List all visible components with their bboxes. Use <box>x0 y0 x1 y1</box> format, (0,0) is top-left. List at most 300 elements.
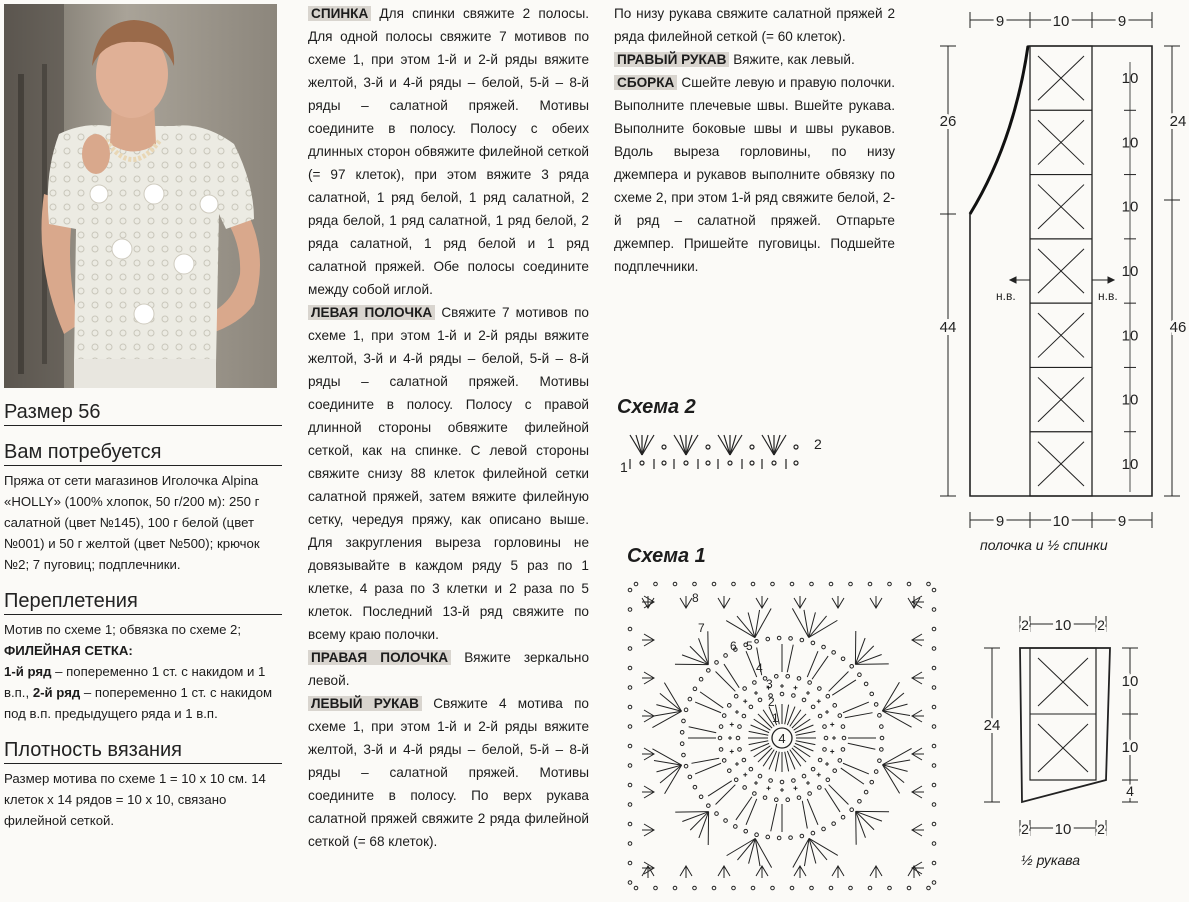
scheme1-border-chain <box>932 608 936 612</box>
scheme2-chain <box>706 461 710 465</box>
scheme1-spoke <box>771 804 777 832</box>
scheme2-stitch <box>674 435 686 455</box>
scheme1-title: Схема 1 <box>627 545 706 567</box>
scheme1-border-fan <box>718 596 730 608</box>
scheme1-chain <box>680 742 684 746</box>
scheme1-fan-stitch <box>699 812 709 838</box>
instructions-column-2 <box>308 2 589 853</box>
scheme1-border-fan <box>912 634 924 646</box>
scheme2-chain <box>772 461 776 465</box>
scheme1-inner-stitch <box>775 752 779 772</box>
scheme1-spoke <box>848 743 876 749</box>
model-photo <box>4 4 277 388</box>
front-bottom-left: 9 <box>995 513 1005 530</box>
scheme1-border-chain <box>634 582 638 586</box>
scheme1-border-chain <box>932 588 936 592</box>
scheme1-border-fan <box>680 596 692 608</box>
scheme1-fan-stitch <box>856 811 874 829</box>
scheme1-fan-stitch <box>708 631 709 664</box>
scheme1-chain <box>699 795 703 799</box>
scheme1-chain <box>774 674 778 678</box>
scheme1-chain <box>818 758 822 762</box>
scheme1-sc <box>832 736 836 740</box>
left-sleeve-label: ЛЕВЫЙ РУКАВ <box>308 696 422 711</box>
scheme2-chain <box>750 461 754 465</box>
scheme1-chain <box>744 829 748 833</box>
scheme1-inner-stitch <box>751 743 769 751</box>
scheme1-spoke <box>829 672 849 692</box>
scheme1-border-fan <box>870 866 882 878</box>
scheme1-sc <box>793 786 797 790</box>
filet-rows <box>4 661 282 724</box>
scheme1-sc <box>780 684 784 688</box>
scheme1-border-chain <box>693 582 697 586</box>
scheme1-chain <box>841 725 845 729</box>
scheme1-border-chain <box>628 627 632 631</box>
scheme1-sc <box>730 723 734 727</box>
scheme2-chain <box>662 445 666 449</box>
scheme1-spoke <box>845 713 873 718</box>
scheme1-border-fan <box>912 824 924 836</box>
front-pattern <box>930 2 1189 530</box>
scheme1-fan-stitch <box>682 812 708 822</box>
scheme1-sc <box>743 773 747 777</box>
scheme1-chain <box>802 774 806 778</box>
scheme1-chain <box>802 698 806 702</box>
left-front-paragraph <box>308 301 589 646</box>
scheme1-border-chain <box>868 886 872 890</box>
density-section <box>4 738 282 831</box>
scheme1-inner-stitch <box>794 746 811 757</box>
scheme1-chain <box>722 714 726 718</box>
scheme1-border-chain <box>932 881 936 885</box>
sleeve-right-dim-3: 4 <box>1126 783 1134 799</box>
scheme1-sc <box>830 749 834 753</box>
scheme2-stitch <box>686 435 692 455</box>
scheme1-sc <box>825 762 829 766</box>
scheme1-chain <box>811 705 815 709</box>
scheme1-border-fan <box>642 634 654 646</box>
front-pattern-caption: полочка и ½ спинки <box>980 537 1108 553</box>
scheme2-stitch <box>768 435 774 455</box>
scheme2-row1-label: 1 <box>620 459 628 475</box>
sleeve-bottom-right: 2 <box>1097 821 1105 837</box>
scheme1-chain <box>864 790 868 794</box>
scheme1-border-chain <box>790 582 794 586</box>
scheme1-chain <box>858 800 862 804</box>
scheme2-stitch <box>680 435 686 455</box>
scheme1-spoke <box>695 763 721 774</box>
scheme1-chain <box>707 804 711 808</box>
scheme1-chain <box>818 687 822 691</box>
scheme1-chain <box>792 779 796 783</box>
scheme1-chain <box>749 767 753 771</box>
scheme1-border-chain <box>712 582 716 586</box>
scheme1-border-fan <box>756 596 768 608</box>
front-right-upper: 24 <box>1169 113 1187 130</box>
scheme1-chain <box>715 812 719 816</box>
sleeve-top-mid: 10 <box>1054 617 1072 634</box>
motif-size-label: 10 <box>1121 70 1139 88</box>
scheme1-row2: 2 <box>768 695 775 709</box>
scheme1-chain <box>693 785 697 789</box>
scheme1-chain <box>715 661 719 665</box>
right-front-label: ПРАВАЯ ПОЛОЧКА <box>308 650 451 665</box>
motif-size-label: 10 <box>1121 134 1139 152</box>
scheme1-border-chain <box>927 886 931 890</box>
scheme1-chain <box>682 719 686 723</box>
scheme1-chain <box>800 834 804 838</box>
scheme1-border-fan <box>912 786 924 798</box>
assembly-label: СБОРКА <box>614 75 677 90</box>
right-sleeve-label: ПРАВЫЙ РУКАВ <box>614 52 729 67</box>
scheme1-border-chain <box>790 886 794 890</box>
scheme1-inner-stitch <box>795 743 813 751</box>
sleeve-bottom-left: 2 <box>1021 821 1029 837</box>
scheme1-border-chain <box>849 582 853 586</box>
scheme1-border-fan <box>642 824 654 836</box>
left-column <box>4 400 282 845</box>
scheme1-border-chain <box>932 861 936 865</box>
scheme1-chain <box>777 636 781 640</box>
scheme1-chain <box>826 778 830 782</box>
scheme1-chain <box>734 778 738 782</box>
right-sleeve-text: Вяжите, как левый. <box>729 52 855 67</box>
scheme1-border-chain <box>732 886 736 890</box>
scheme2-stitch <box>774 435 786 455</box>
scheme1-inner-stitch <box>785 752 789 772</box>
scheme1-chain <box>738 748 742 752</box>
scheme1-chain <box>874 770 878 774</box>
scheme1-chain <box>699 677 703 681</box>
scheme2-chain <box>794 461 798 465</box>
back-label: СПИНКА <box>308 6 371 21</box>
scheme1-fan-stitch <box>690 812 708 830</box>
scheme1-sc <box>754 691 758 695</box>
sleeve-bottom-paragraph: По низу рукава свяжите салатной пряжей 2 ряда филейной сеткой (= 60 клеток). <box>614 6 895 44</box>
scheme1-spoke <box>829 785 849 805</box>
scheme1-fan-stitch <box>675 812 708 813</box>
scheme1-border-fan <box>642 786 654 798</box>
sleeve-pattern <box>972 606 1142 846</box>
scheme1-chain <box>680 730 684 734</box>
scheme1-border-chain <box>868 582 872 586</box>
scheme1-border-chain <box>628 666 632 670</box>
scheme1-chain <box>722 759 726 763</box>
scheme1-border-fan <box>642 672 654 684</box>
scheme1-spoke <box>716 672 736 692</box>
row1-text: – попеременно 1 ст. с накидом и 1 в.п., <box>4 664 266 700</box>
front-left-upper: 26 <box>939 113 957 130</box>
back-paragraph <box>308 2 589 301</box>
scheme1-chain <box>742 758 746 762</box>
scheme1-border-chain <box>628 744 632 748</box>
scheme1-row1: 1 <box>772 711 779 725</box>
scheme1-border-chain <box>654 886 658 890</box>
weaves-line: Мотив по схеме 1; обвязка по схеме 2; <box>4 622 242 637</box>
scheme2-stitch <box>730 435 736 455</box>
scheme1-border-fan <box>870 596 882 608</box>
scheme1-chain <box>826 694 830 698</box>
scheme1-chain <box>842 736 846 740</box>
scheme1-chain <box>880 748 884 752</box>
scheme1-fan-stitch <box>855 638 865 664</box>
scheme1-border-chain <box>932 764 936 768</box>
scheme1-inner-stitch <box>794 719 811 730</box>
scheme1-border-chain <box>628 588 632 592</box>
scheme1-chain <box>864 682 868 686</box>
scheme1-chain <box>832 822 836 826</box>
motif-size-label: 10 <box>1121 455 1139 473</box>
sleeve-bottom-mid: 10 <box>1054 821 1072 838</box>
scheme2-chain <box>728 461 732 465</box>
scheme1-border-fan <box>680 866 692 878</box>
sleeve-top-left: 2 <box>1021 617 1029 633</box>
assembly-paragraph <box>614 71 895 278</box>
scheme1-border-fan <box>642 710 654 722</box>
scheme1-fan-stitch <box>699 638 709 664</box>
scheme1-border-fan <box>912 710 924 722</box>
scheme2-stitch <box>762 435 774 455</box>
scheme1-border-fan <box>718 866 730 878</box>
scheme1-chain <box>811 831 815 835</box>
scheme1-chain <box>724 654 728 658</box>
scheme1-border-fan <box>794 866 806 878</box>
scheme1-chain <box>792 694 796 698</box>
scheme1-border-chain <box>927 582 931 586</box>
scheme1-sc <box>780 788 784 792</box>
scheme1-fan-stitch <box>856 811 866 837</box>
scheme2-stitch <box>730 435 742 455</box>
scheme1-spoke <box>716 785 736 805</box>
scheme1-row5: 5 <box>746 639 753 653</box>
scheme1-chain <box>763 796 767 800</box>
size-heading: Размер 56 <box>4 400 282 426</box>
scheme1-chain <box>818 786 822 790</box>
front-bottom-mid: 10 <box>1052 513 1070 530</box>
scheme1-inner-stitch <box>796 741 816 745</box>
scheme2-stitch <box>642 435 648 455</box>
scheme1-fan-stitch <box>855 646 873 664</box>
assembly-text: Сшейте левую и правую полочки. Выполните плечевые швы. Вшейте рукава. Выполните боковые швы и швы рукавов. Вдоль выреза горловины, по низу джемпера и рукавов выполните обвязку по схеме 2, при этом 1-й ряд свяжите белой, 2-й ряд – салатной пряжей. Отпарьте джемпер. Пришейте пуговицы. Подшейте подплечники. <box>614 75 895 274</box>
scheme1-fan-stitch <box>856 811 882 821</box>
scheme1-chain <box>724 819 728 823</box>
scheme1-border-chain <box>932 686 936 690</box>
scheme1-chain <box>878 714 882 718</box>
scheme1-row8: 8 <box>692 591 699 605</box>
scheme2-stitch <box>630 435 642 455</box>
scheme1-sc <box>793 686 797 690</box>
scheme1-chain <box>719 725 723 729</box>
materials-heading: Вам потребуется <box>4 440 282 466</box>
sleeve-right-dim-1: 10 <box>1121 673 1139 690</box>
scheme1-chain <box>878 759 882 763</box>
scheme1-spoke <box>691 758 719 763</box>
scheme1-chain <box>774 798 778 802</box>
sleeve-pattern-caption: ½ рукава <box>1021 852 1081 868</box>
scheme1-border-chain <box>628 881 632 885</box>
scheme2-stitch <box>686 435 698 455</box>
scheme1-inner-stitch <box>792 748 806 762</box>
scheme2-chain <box>750 445 754 449</box>
scheme1-border-fan <box>794 596 806 608</box>
scheme1-chain <box>800 638 804 642</box>
scheme1-chain <box>870 780 874 784</box>
scheme1-sc <box>728 736 732 740</box>
scheme1-fan-stitch <box>855 655 881 665</box>
scheme1-chain <box>749 705 753 709</box>
sleeve-left-dim: 24 <box>983 717 1001 734</box>
scheme1-border-chain <box>932 725 936 729</box>
instructions-column-3 <box>614 2 895 278</box>
scheme1-inner-stitch <box>749 731 769 735</box>
scheme1-border-chain <box>673 886 677 890</box>
scheme1-chain <box>758 774 762 778</box>
scheme1-border-chain <box>732 582 736 586</box>
scheme1-chain <box>824 736 828 740</box>
scheme1-border-chain <box>628 725 632 729</box>
scheme1-sc <box>825 710 829 714</box>
scheme1-chain <box>880 725 884 729</box>
scheme1-border-chain <box>907 582 911 586</box>
scheme1-chain <box>736 736 740 740</box>
scheme1-border-chain <box>932 822 936 826</box>
scheme1-chain <box>684 708 688 712</box>
scheme1-border-chain <box>932 744 936 748</box>
scheme1-spoke <box>689 727 717 733</box>
scheme2-chain <box>640 461 644 465</box>
scheme1-chain <box>789 836 793 840</box>
scheme1-center-label: 4 <box>778 731 786 746</box>
front-top-mid: 10 <box>1052 13 1070 30</box>
scheme1-chain <box>738 725 742 729</box>
scheme1-spoke <box>802 801 807 829</box>
scheme1-chain <box>838 759 842 763</box>
filet-title: ФИЛЕЙНАЯ СЕТКА: <box>4 643 133 658</box>
scheme1-border-chain <box>932 842 936 846</box>
left-sleeve-paragraph <box>308 692 589 853</box>
front-right-lower: 46 <box>1169 319 1187 336</box>
scheme1-chain <box>719 748 723 752</box>
right-front-paragraph <box>308 646 589 692</box>
scheme1-border-fan <box>912 672 924 684</box>
motif-size-label: 10 <box>1121 327 1139 345</box>
motif-size-label: 10 <box>1121 391 1139 409</box>
scheme1-border-fan <box>832 866 844 878</box>
scheme1-chain <box>811 641 815 645</box>
scheme1-fan-stitch <box>690 646 708 664</box>
scheme1-spoke <box>825 788 840 812</box>
model-photo-illustration <box>4 4 277 388</box>
scheme2-stitch <box>642 435 654 455</box>
scheme1-fan-stitch <box>682 655 708 665</box>
scheme1-inner-stitch <box>758 748 772 762</box>
scheme1-chain <box>833 769 837 773</box>
scheme1-chain <box>838 714 842 718</box>
scheme1-chain <box>823 748 827 752</box>
right-sleeve-paragraph <box>614 48 895 71</box>
scheme1-border-chain <box>628 861 632 865</box>
scheme1-border-chain <box>907 886 911 890</box>
left-front-text: Свяжите 7 мотивов по схеме 1, при этом 1-й и 2-й ряды вяжите желтой, 3-й и 4-й ряды – белой, 5-й – 8-й ряды – салатной пряжей. Мотивы соедините в полосу. Полосу с правой длинной стороны обвяжите филейной сеткой, как на спинке. С левой стороны свяжите снизу 88 клеток филейной сетки салатной пряжей, затем вяжите филейную сетку, чередуя пряжу, как описано выше. Для закругления выреза горловины не довязывайте в каждом ряду 5 раз по 1 клетке, 4 раза по 3 клетки и 2 раза по 5 клеток. Последний 13-й ряд свяжите по всему краю полочки. <box>308 305 589 642</box>
scheme1-chain <box>832 651 836 655</box>
scheme1-chain <box>684 764 688 768</box>
scheme1-chain <box>734 694 738 698</box>
scheme2-stitch <box>774 435 780 455</box>
scheme1-border-chain <box>628 764 632 768</box>
scheme1-sc <box>817 699 821 703</box>
scheme1-chain <box>833 704 837 708</box>
scheme1-spoke <box>832 680 856 695</box>
scheme1-sc <box>806 781 810 785</box>
scheme1-row3: 3 <box>766 677 773 691</box>
scheme1-chain <box>718 736 722 740</box>
scheme1-chain <box>755 639 759 643</box>
row2-text: – попеременно 1 ст. с накидом под в.п. предыдущего ряда и 1 в.п. <box>4 685 273 721</box>
motif-size-label: 10 <box>1121 263 1139 280</box>
scheme1-border-chain <box>932 705 936 709</box>
scheme1-row4: 4 <box>756 661 763 675</box>
scheme1-sc <box>735 762 739 766</box>
scheme1-border-chain <box>888 582 892 586</box>
scheme1-chain <box>769 779 773 783</box>
scheme1-chain <box>707 669 711 673</box>
scheme2-stitch <box>718 435 730 455</box>
materials-section <box>4 440 282 575</box>
front-top-right: 9 <box>1117 13 1127 30</box>
scheme1-border-chain <box>628 803 632 807</box>
scheme1-chain <box>808 681 812 685</box>
scheme1-chain <box>841 748 845 752</box>
scheme1-chain <box>808 792 812 796</box>
front-left-lower: 44 <box>939 319 957 336</box>
scheme1-chain <box>811 767 815 771</box>
front-top-left: 9 <box>995 13 1005 30</box>
scheme1-spoke <box>843 702 869 713</box>
scheme1-sc <box>806 691 810 695</box>
scheme1-fan-stitch <box>855 664 888 665</box>
scheme1-border-chain <box>693 886 697 890</box>
scheme1-border-chain <box>628 822 632 826</box>
scheme1-border-fan <box>642 748 654 760</box>
scheme1-fan-stitch <box>856 811 857 844</box>
scheme1-chain <box>777 836 781 840</box>
scheme1-chain <box>823 725 827 729</box>
back-text: Для спинки свяжите 2 полосы. Для одной полосы свяжите 7 мотивов по схеме 1, при этом 1-й и 2-й ряды вяжите желтой, 3-й и 4-й ряды – белой, 5-й – 8-й ряды – салатной пряжей. Мотивы соедините в полосу. Полосу с обеих длинных сторон обвяжите филейной сеткой (= 97 клеток), при этом вяжите 3 ряда салатной, 1 ряд белой, 1 ряд салатной, 2 ряда белой, 1 ряд салатной, 1 ряд белой, 2 ряда салатной, 1 ряд белой и 1 ряд салатной пряжей. Обе полосы соедините между собой иглой. <box>308 6 589 297</box>
scheme1-border-chain <box>888 886 892 890</box>
scheme1-chain <box>755 833 759 837</box>
scheme1-inner-stitch <box>787 751 795 769</box>
scheme1-border-chain <box>829 886 833 890</box>
scheme1-spoke <box>708 781 732 796</box>
scheme1-chain <box>688 697 692 701</box>
scheme1-border-chain <box>634 886 638 890</box>
scheme1-spoke <box>724 664 739 688</box>
scheme1-sc <box>735 710 739 714</box>
materials-text: Пряжа от сети магазинов Иголочка Alpina «HOLLY» (100% хлопок, 50 г/200 м): 250 г салатной (цвет №145), 100 г белой (цвет №001) и 50 г желтой (цвет №500); крючок №2; 7 пуговиц; подплечники. <box>4 473 260 572</box>
scheme1-chain <box>818 714 822 718</box>
scheme1-chain <box>797 677 801 681</box>
scheme1-border-chain <box>810 886 814 890</box>
scheme1-chain <box>766 637 770 641</box>
weaves-section <box>4 589 282 724</box>
scheme1-chain <box>841 657 845 661</box>
scheme1-sc <box>743 699 747 703</box>
scheme2-chain <box>684 461 688 465</box>
scheme1-border-chain <box>628 783 632 787</box>
scheme1-border-chain <box>628 647 632 651</box>
scheme1-chain <box>786 674 790 678</box>
